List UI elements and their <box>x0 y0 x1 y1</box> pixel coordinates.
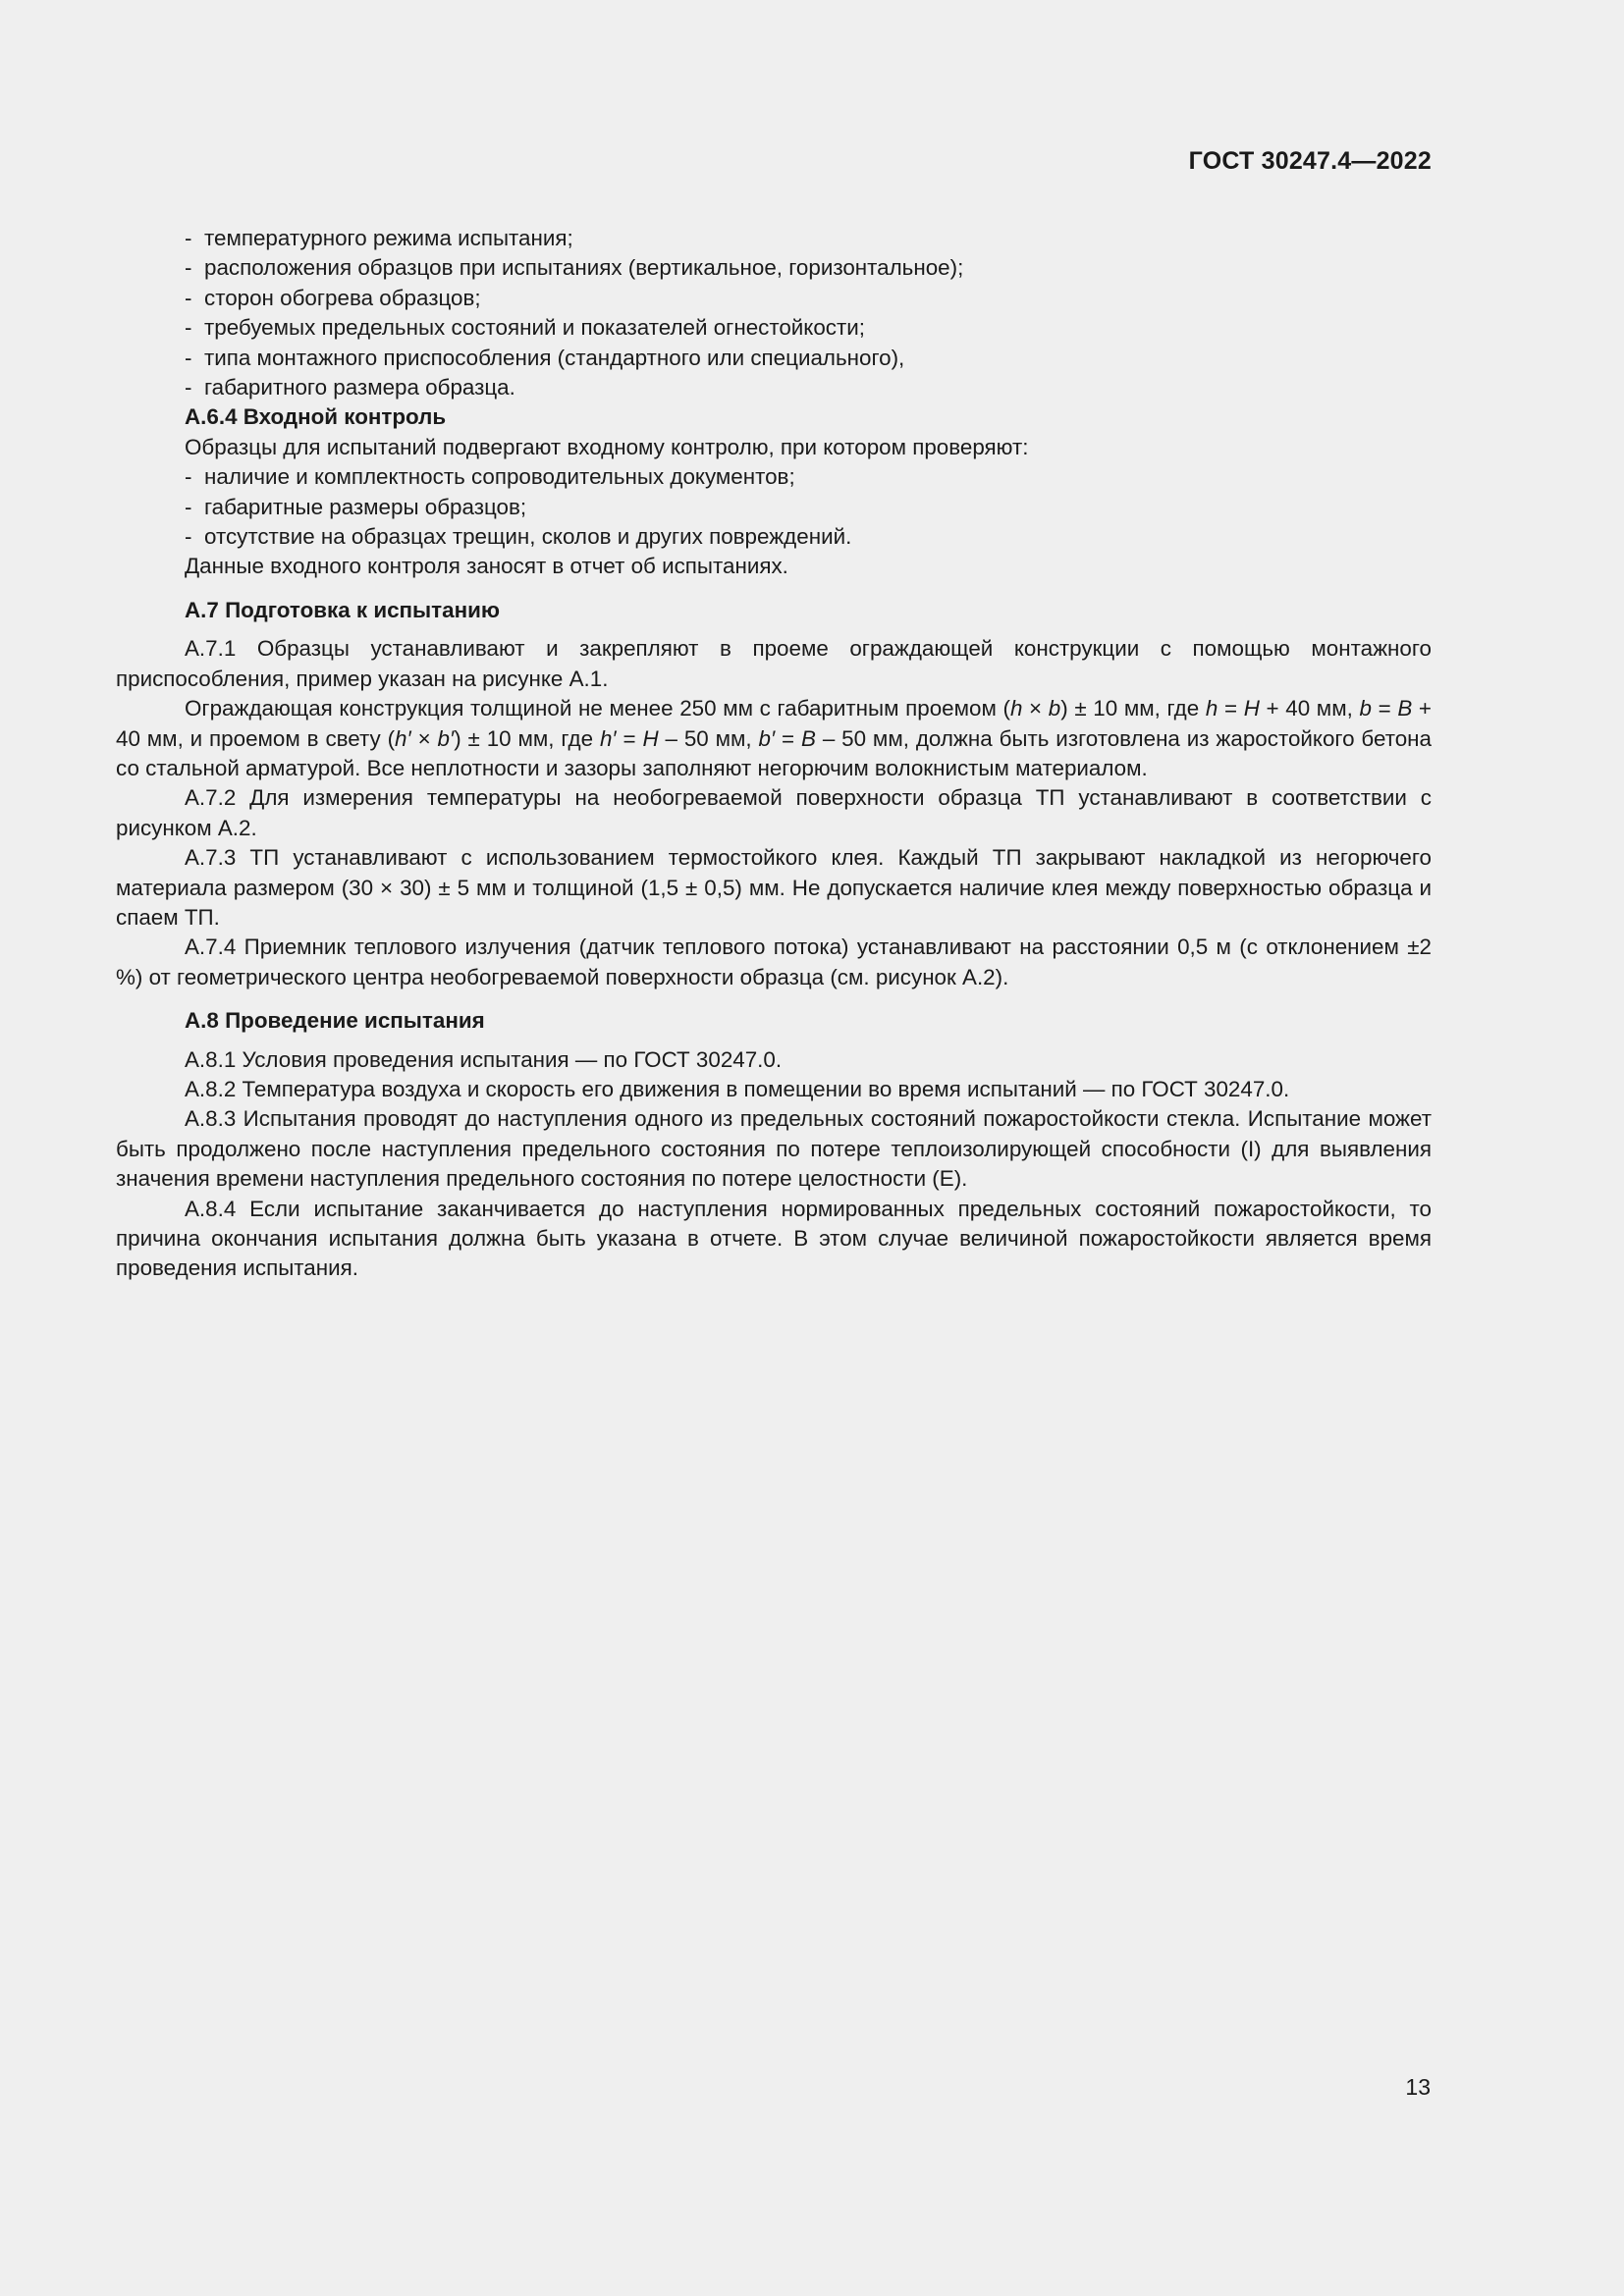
inspection-list <box>116 462 1432 552</box>
paragraph-a73: А.7.3 ТП устанавливают с использованием термостойкого клея. Каждый ТП закрывают накладкой из негорючего материала размером (30 × 30) ± 5 мм и толщиной (1,5 ± 0,5) мм. Не допускается наличие клея между поверхностью образца и спаем ТП. <box>116 845 1432 930</box>
section-a64-intro: Образцы для испытаний подвергают входному контролю, при котором проверяют: <box>185 434 1029 459</box>
list-item: - наличие и комплектность сопроводительных документов; <box>185 464 795 490</box>
list-item: - типа монтажного приспособления (стандартного или специального), <box>185 345 905 370</box>
paragraph-a81: А.8.1 Условия проведения испытания — по ГОСТ 30247.0. <box>185 1046 783 1072</box>
list-item: - габаритного размера образца. <box>185 375 515 400</box>
paragraph-a71-enclosure: Ограждающая конструкция толщиной не менее 250 мм с габаритным проемом (h × b) ± 10 мм, где h = H + 40 мм, b = B + 40 мм, и проемом в свету (h′ × b′) ± 10 мм, где h′ = H – 50 мм, b′ = B – 50 мм, должна быть изготовлена из жаростойкого бетона со стальной арматурой. Все неплотности и зазоры заполняют негорючим волокнистым материалом. <box>116 696 1432 780</box>
paragraph-a84: А.8.4 Если испытание заканчивается до наступления нормированных предельных состояний пожаростойкости, то причина окончания испытания должна быть указана в отчете. В этом случае величиной пожаростойкости является время проведения испытания. <box>116 1196 1432 1281</box>
section-a64-outro: Данные входного контроля заносят в отчет об испытаниях. <box>185 554 788 579</box>
document-header: ГОСТ 30247.4—2022 <box>1188 147 1432 175</box>
paragraph-a71: А.7.1 Образцы устанавливают и закрепляют в проеме ограждающей конструкции с помощью монтажного приспособления, пример указан на рисунке А.1. <box>116 636 1432 691</box>
section-heading-a7: А.7 Подготовка к испытанию <box>185 597 501 622</box>
paragraph-a83: А.8.3 Испытания проводят до наступления одного из предельных состояний пожаростойкости стекла. Испытание может быть продолжено после наступления предельного состояния по потере теплоизолирующей способности (I) для выявления значения времени наступления предельного состояния по потере целостности (E). <box>116 1106 1432 1192</box>
list-item: - температурного режима испытания; <box>185 226 573 250</box>
paragraph-a74: А.7.4 Приемник теплового излучения (датчик теплового потока) устанавливают на расстоянии 0,5 м (с отклонением ±2 %) от геометрического центра необогреваемой поверхности образца (см. рисунок А.2). <box>116 934 1432 989</box>
paragraph-a72: А.7.2 Для измерения температуры на необогреваемой поверхности образца ТП устанавливают в соответствии с рисунком А.2. <box>116 785 1432 840</box>
section-heading-a8: А.8 Проведение испытания <box>185 1008 485 1034</box>
paragraph-a82: А.8.2 Температура воздуха и скорость его движения в помещении во время испытаний — по ГОСТ 30247.0. <box>185 1076 1290 1101</box>
list-item: - расположения образцов при испытаниях (вертикальное, горизонтальное); <box>185 255 964 281</box>
list-item: - габаритные размеры образцов; <box>185 494 527 519</box>
section-heading-a64: А.6.4 Входной контроль <box>185 404 447 430</box>
list-item: - требуемых предельных состояний и показателей огнестойкости; <box>185 315 865 341</box>
list-item: - отсутствие на образцах трещин, сколов и других повреждений. <box>185 524 852 550</box>
test-parameters-list <box>116 224 1432 402</box>
page-number: 13 <box>1405 2074 1431 2100</box>
list-item: - сторон обогрева образцов; <box>185 285 481 310</box>
document-body <box>116 224 1432 1284</box>
